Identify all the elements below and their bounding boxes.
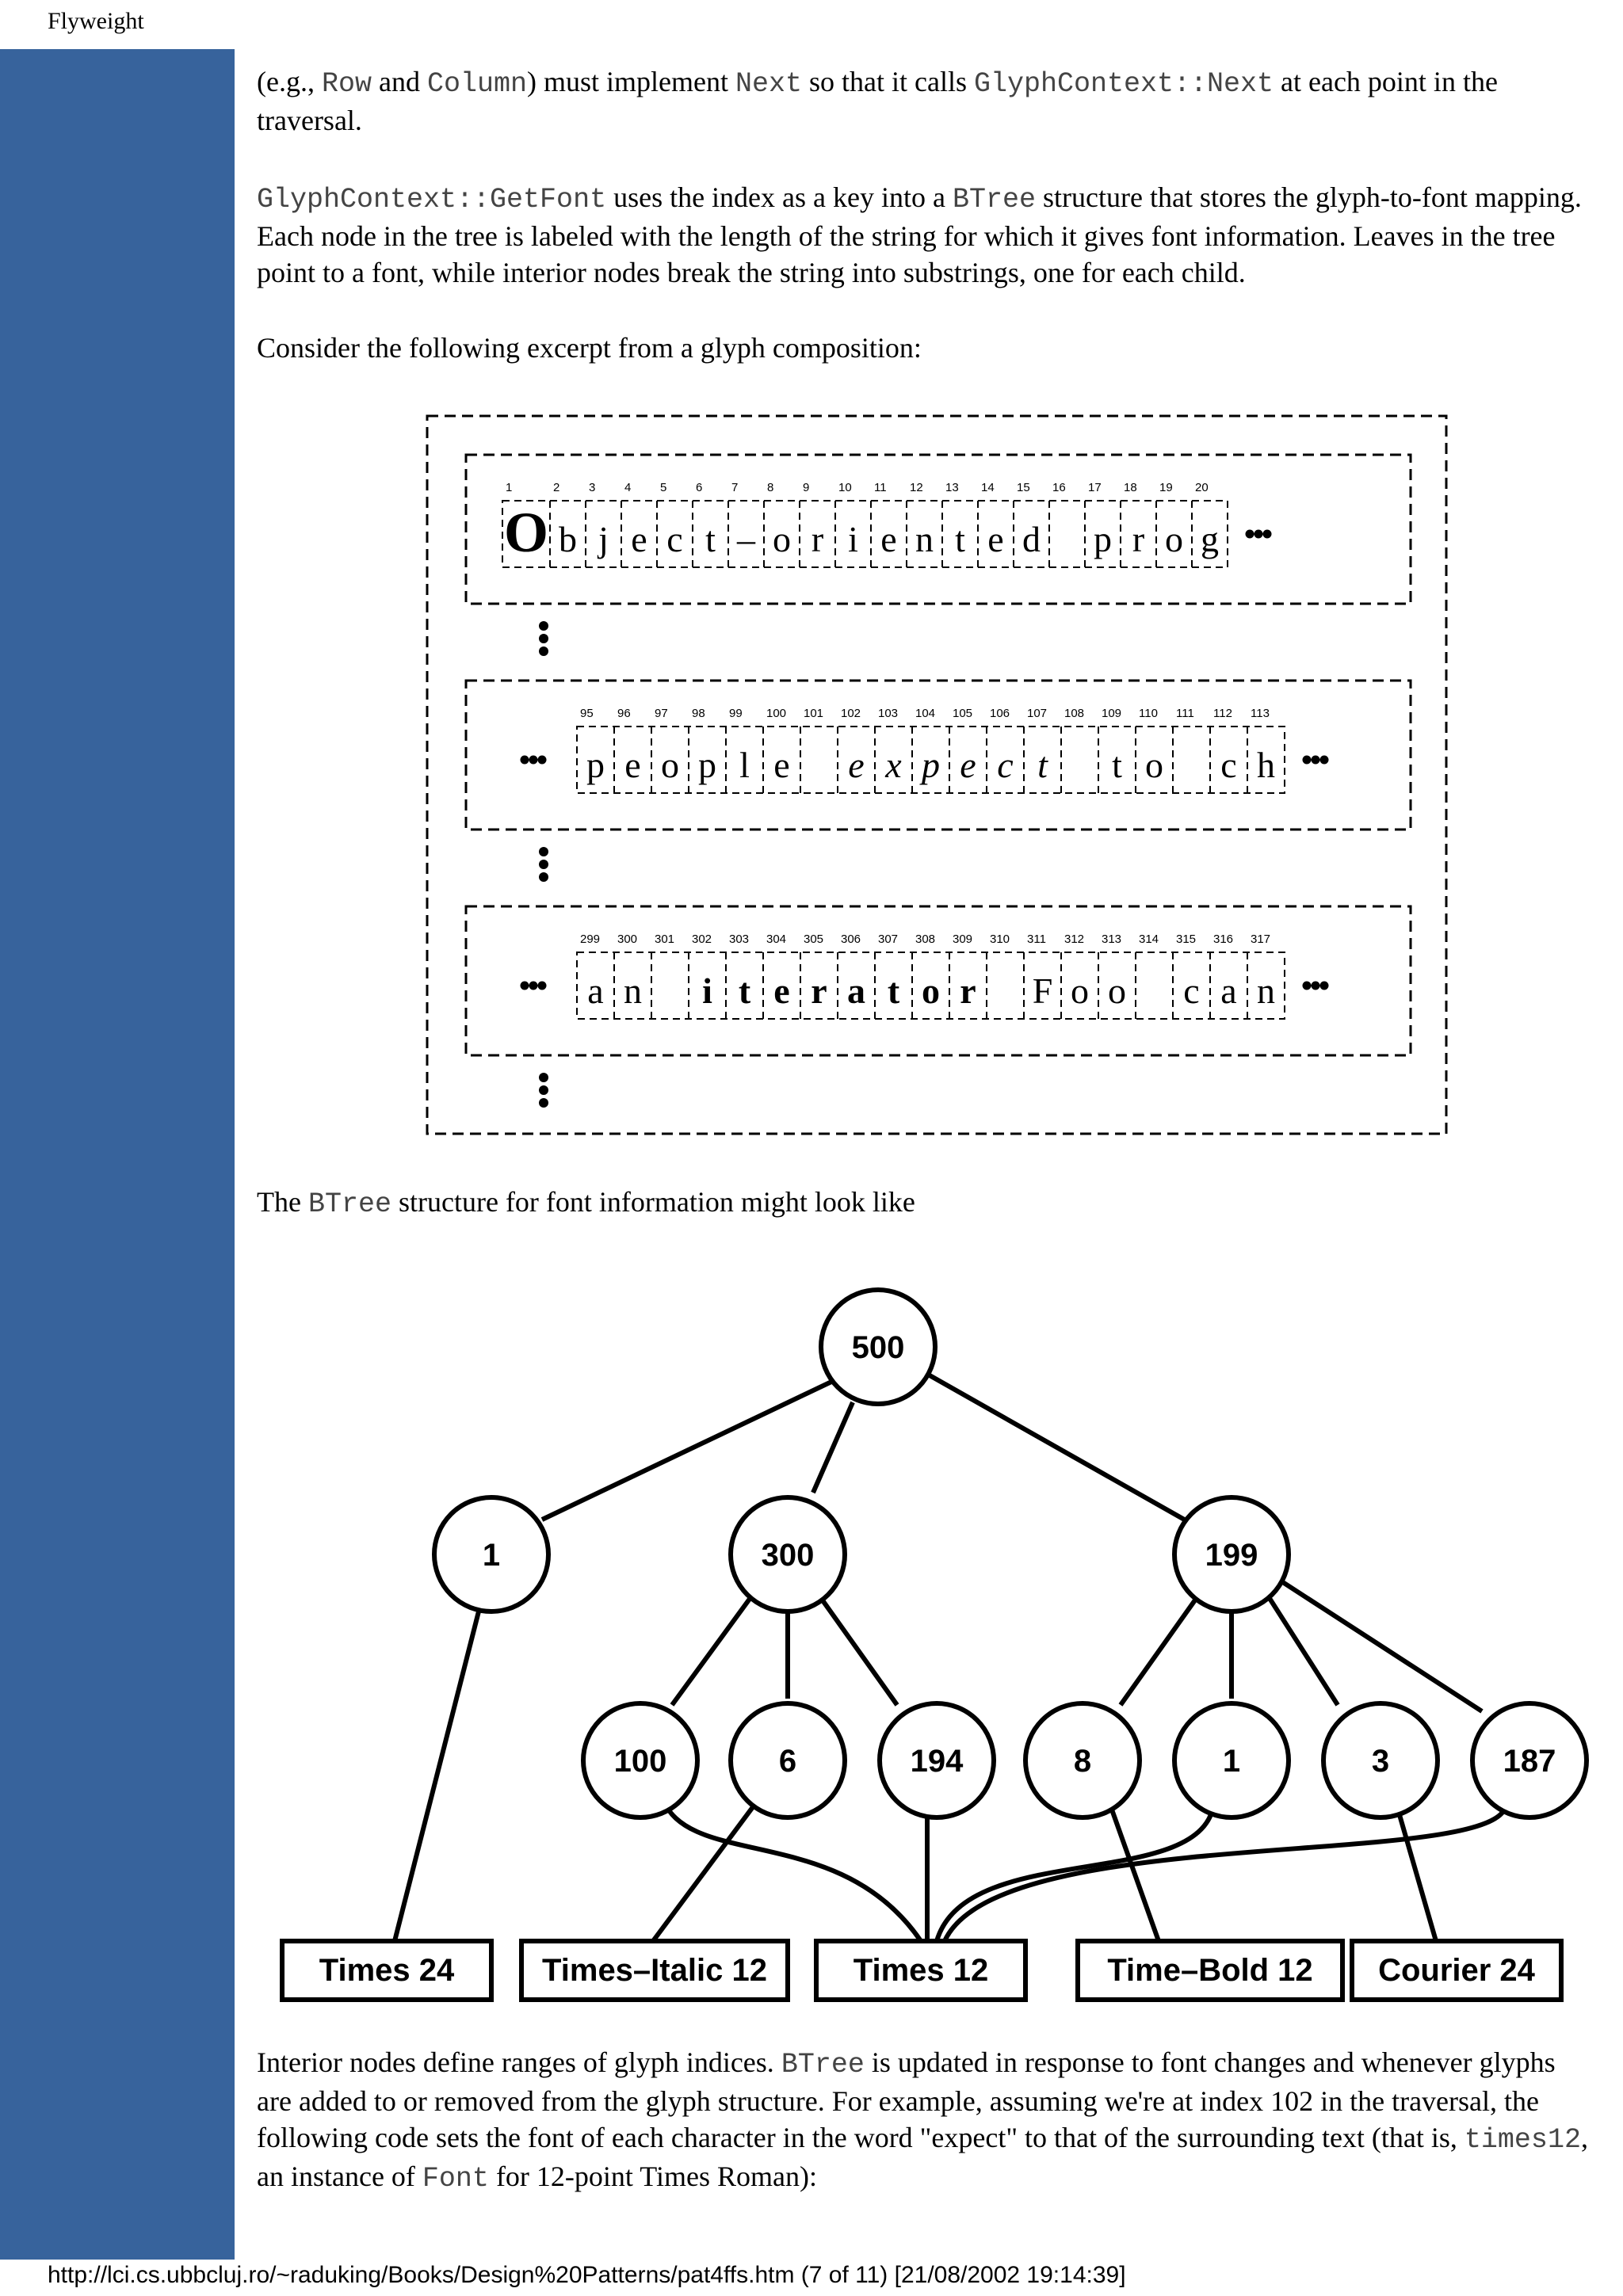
glyph-index-label: 5 [660,481,667,494]
glyph-char: n [1257,971,1275,1011]
code-row: Row [321,68,372,100]
glyph-index-label: 104 [915,707,936,720]
glyph-char: i [702,971,712,1011]
horizontal-ellipsis [1263,530,1272,539]
paragraph-btree-intro [257,1184,915,1222]
glyph-char: c [1183,971,1200,1011]
text-run: ) must implement [527,66,735,97]
glyph-index-label: 4 [624,481,632,494]
text-run: is updated in response to font changes and whenever glyphs are added to or removed from the glyph structure. For example, assuming we're at index 102 in the traversal, the following code sets the font of each character in the word "expect" to that of the surrounding text (that is, [257,2046,1556,2153]
glyph-char: e [773,971,790,1011]
tree-node-label: 8 [1073,1744,1092,1779]
glyph-index-label: 20 [1195,481,1209,494]
glyph-index-label: 95 [580,707,594,720]
paragraph-next-traversal [257,63,1596,139]
text-run: (e.g., [257,66,322,97]
glyph-char: o [661,745,679,785]
glyph-index-label: 17 [1088,481,1102,494]
glyph-index-label: 16 [1052,481,1066,494]
glyph-char: g [1201,519,1219,559]
horizontal-ellipsis [521,756,529,765]
glyph-char: c [666,519,683,559]
glyph-char: r [811,971,827,1011]
glyph-index-label: 98 [692,707,705,720]
glyph-index-label: 311 [1027,933,1046,946]
glyph-char: j [598,519,609,559]
glyph-char: o [1108,971,1126,1011]
horizontal-ellipsis [1312,756,1320,765]
glyph-index-label: 103 [878,707,899,720]
glyph-index-label: 308 [915,933,936,946]
glyph-index-label: 299 [580,933,601,946]
glyph-char: x [885,745,902,785]
glyph-char: c [1220,745,1237,785]
glyph-char: h [1257,745,1275,785]
glyph-index-label: 312 [1064,933,1085,946]
text-run: and [371,66,427,97]
horizontal-ellipsis [538,756,547,765]
glyph-char: t [887,971,900,1011]
glyph-index-label: 8 [767,481,774,494]
horizontal-ellipsis [1320,756,1329,765]
glyph-index-label: 107 [1027,707,1048,720]
glyph-char: a [587,971,604,1011]
glyph-char: t [738,971,751,1011]
text-run: so that it calls [801,66,974,97]
glyph-char: t [1037,745,1048,785]
horizontal-ellipsis [1303,756,1312,765]
glyph-char: e [624,745,641,785]
font-leaf-label: Courier 24 [1378,1953,1535,1988]
glyph-index-label: 18 [1124,481,1137,494]
glyph-index-label: 12 [910,481,923,494]
tree-node-label: 187 [1503,1744,1556,1779]
glyph-char: l [739,745,750,785]
glyph-index-label: 6 [696,481,703,494]
code-getfont: GlyphContext::GetFont [257,184,607,215]
horizontal-ellipsis [529,756,538,765]
code-glyphcontext-next: GlyphContext::Next [973,68,1274,100]
glyph-char: c [997,745,1014,785]
horizontal-ellipsis [521,982,529,990]
glyph-char: e [773,745,790,785]
horizontal-ellipsis [1246,530,1254,539]
page-header-title: Flyweight [48,8,144,34]
glyph-index-label: 13 [945,481,959,494]
font-leaf-label: Times 12 [853,1953,989,1988]
horizontal-ellipsis [1312,982,1320,990]
code-btree: BTree [952,184,1036,215]
glyph-index-label: 105 [953,707,973,720]
glyph-index-label: 315 [1176,933,1197,946]
code-btree: BTree [781,2049,865,2081]
glyph-char: p [586,745,605,785]
glyph-char: O [503,501,549,564]
glyph-index-label: 9 [803,481,810,494]
glyph-index-label: 100 [766,707,787,720]
glyph-index-label: 2 [553,481,560,494]
glyph-char: a [1220,971,1237,1011]
horizontal-ellipsis [1303,982,1312,990]
glyph-char: d [1022,519,1041,559]
glyph-index-label: 108 [1064,707,1085,720]
glyph-index-label: 111 [1176,707,1194,720]
glyph-char: o [1165,519,1183,559]
glyph-char: e [848,745,865,785]
glyph-index-label: 303 [729,933,750,946]
text-run: Interior nodes define ranges of glyph indices. [257,2046,781,2078]
glyph-char: F [1032,971,1053,1011]
code-next: Next [735,68,802,100]
glyph-strip [502,501,1228,567]
glyph-char: o [922,971,940,1011]
glyph-index-label: 14 [981,481,995,494]
text-run: structure for font information might look like [391,1186,915,1218]
code-btree: BTree [307,1188,391,1220]
tree-node-label: 300 [761,1538,815,1573]
tree-node-label: 500 [851,1330,905,1365]
glyph-index-label: 102 [841,707,861,720]
glyph-index-label: 1 [506,481,513,494]
glyph-index-label: 7 [731,481,739,494]
tree-node-label: 199 [1205,1538,1258,1573]
glyph-char: t [1112,745,1122,785]
glyph-char: p [698,745,716,785]
page-footer-url: http://lci.cs.ubbcluj.ro/~raduking/Books/Design%20Patterns/pat4ffs.htm (7 of 11) [21/08/2002 19:14:39] [48,2262,1126,2288]
horizontal-ellipsis [538,982,547,990]
glyph-index-label: 302 [692,933,712,946]
font-leaf-label: Times 24 [319,1953,455,1988]
glyph-index-label: 301 [655,933,675,946]
sidebar-band [0,49,235,2260]
glyph-char: i [848,519,858,559]
text-run: for 12-point Times Roman): [488,2161,817,2192]
glyph-index-label: 15 [1017,481,1030,494]
glyph-char: r [960,971,976,1011]
glyph-char: o [1071,971,1089,1011]
glyph-char: e [631,519,647,559]
font-leaf-label: Time–Bold 12 [1107,1953,1313,1988]
glyph-index-label: 3 [589,481,596,494]
glyph-index-label: 101 [804,707,824,720]
paragraph-getfont [257,179,1596,291]
glyph-char: e [880,519,897,559]
tree-edges [395,1360,1506,1941]
glyph-index-label: 316 [1213,933,1234,946]
glyph-char: t [955,519,965,559]
glyph-index-label: 99 [729,707,743,720]
horizontal-ellipsis [1320,982,1329,990]
glyph-index-label: 310 [990,933,1010,946]
glyph-index-label: 11 [874,481,887,494]
glyph-index-label: 300 [617,933,638,946]
glyph-char: n [624,971,642,1011]
horizontal-ellipsis [1254,530,1263,539]
tree-node-label: 6 [778,1744,797,1779]
glyph-char: o [1145,745,1163,785]
glyph-char: r [1132,519,1145,559]
tree-node-label: 1 [1222,1744,1241,1779]
paragraph-interior-nodes [257,2044,1596,2197]
glyph-char: b [559,519,577,559]
text-run: uses the index as a key into a [606,181,953,213]
glyph-char: p [922,745,940,785]
glyph-index-label: 313 [1102,933,1122,946]
glyph-char: t [705,519,716,559]
glyph-index-label: 304 [766,933,787,946]
font-leaf-label: Times–Italic 12 [542,1953,767,1988]
vertical-ellipsis [539,621,548,1108]
text-run: at each point in the traversal. [257,66,1498,136]
glyph-index-label: 19 [1159,481,1173,494]
glyph-index-label: 106 [990,707,1010,720]
glyph-index-label: 317 [1251,933,1271,946]
tree-node-label: 100 [613,1744,667,1779]
text-run: The [257,1186,308,1218]
text-run: , an instance of [257,2122,1588,2192]
glyph-index-label: 306 [841,933,861,946]
btree-diagram [269,1268,1601,2012]
glyph-char: e [987,519,1004,559]
glyph-char: r [811,519,824,559]
tree-node-label: 1 [482,1538,501,1573]
glyph-index-label: 96 [617,707,631,720]
glyph-composition-figure [425,414,1450,1139]
glyph-index-label: 97 [655,707,668,720]
tree-node-label: 3 [1371,1744,1390,1779]
code-column: Column [426,68,527,100]
glyph-char: o [773,519,791,559]
glyph-index-label: 314 [1139,933,1159,946]
glyph-index-label: 112 [1213,707,1232,720]
paragraph-consider: Consider the following excerpt from a glyph composition: [257,332,922,364]
text-run: structure that stores the glyph-to-font mapping. Each node in the tree is labeled with the length of the string for which it gives font information. Leaves in the tree point to a font, while interior nodes break the string into substrings, one for each child. [257,181,1582,288]
glyph-index-label: 10 [838,481,852,494]
horizontal-ellipsis [529,982,538,990]
glyph-index-label: 309 [953,933,973,946]
tree-node-label: 194 [910,1744,964,1779]
glyph-char: p [1094,519,1112,559]
glyph-index-label: 109 [1102,707,1122,720]
glyph-index-label: 307 [878,933,899,946]
code-times12: times12 [1464,2124,1581,2156]
glyph-index-label: 113 [1251,707,1270,720]
glyph-char: e [960,745,976,785]
glyph-index-label: 305 [804,933,824,946]
glyph-char: a [847,971,865,1011]
code-font: Font [422,2163,489,2195]
glyph-char: n [915,519,934,559]
glyph-char: – [737,519,755,559]
glyph-index-label: 110 [1139,707,1158,720]
